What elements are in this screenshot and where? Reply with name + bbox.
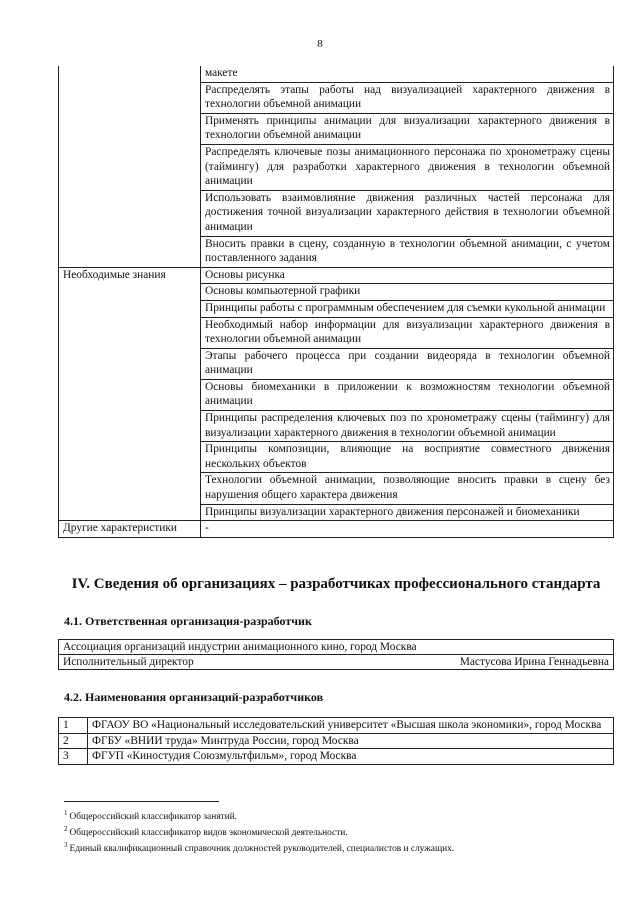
developer-row xyxy=(59,733,614,749)
footnote xyxy=(64,839,604,855)
footnote xyxy=(64,823,604,839)
section-title: IV. Сведения об организациях – разработчиках профессионального стандарта xyxy=(71,576,601,592)
knowledge-group-item: Принципы визуализации характерного движения персонажей и биомеханики xyxy=(201,504,614,521)
knowledge-group-label-cont xyxy=(59,442,201,473)
developer-name: ФГУП «Киностудия Союзмультфильм», город Москва xyxy=(88,749,614,765)
knowledge-group-row xyxy=(59,284,614,301)
skills-group-row xyxy=(59,190,614,236)
other-characteristics-label: Другие характеристики xyxy=(59,521,201,538)
knowledge-group-item: Основы рисунка xyxy=(201,267,614,284)
knowledge-group-row xyxy=(59,317,614,348)
developer-number: 1 xyxy=(59,718,88,734)
knowledge-group-row xyxy=(59,300,614,317)
skills-group-row xyxy=(59,144,614,190)
developers-heading: 4.2. Наименования организаций-разработчиков xyxy=(64,690,324,704)
page-number: 8 xyxy=(317,38,323,50)
knowledge-group-row xyxy=(59,411,614,442)
knowledge-group-label-cont xyxy=(59,504,201,521)
knowledge-group-label-cont xyxy=(59,379,201,410)
knowledge-group-row xyxy=(59,473,614,504)
skills-group-item: Распределять этапы работы над визуализацией характерного движения в технологии объемной анимации xyxy=(201,82,614,113)
developers-table xyxy=(58,717,614,765)
skills-group-label-cont xyxy=(59,190,201,236)
knowledge-group-label: Необходимые знания xyxy=(59,267,201,284)
knowledge-group-label-cont xyxy=(59,317,201,348)
skills-group-item: Вносить правки в сцену, созданную в технологии объемной анимации, с учетом поставленного задания xyxy=(201,236,614,267)
knowledge-group-item: Принципы работы с программным обеспечением для съемки кукольной анимации xyxy=(201,300,614,317)
footnotes xyxy=(64,807,604,855)
skills-group-row xyxy=(59,236,614,267)
footnote-divider xyxy=(64,801,219,802)
footnote-mark: 3 xyxy=(64,841,68,850)
knowledge-group-label-cont xyxy=(59,473,201,504)
skills-group-label xyxy=(59,66,201,82)
knowledge-group-row xyxy=(59,348,614,379)
knowledge-group-row xyxy=(59,267,614,284)
skills-group-row xyxy=(59,82,614,113)
developer-row xyxy=(59,718,614,734)
responsible-position: Исполнительный директор xyxy=(59,655,319,670)
developer-name: ФГАОУ ВО «Национальный исследовательский университет «Высшая школа экономики», город Москва xyxy=(88,718,614,734)
developer-row xyxy=(59,749,614,765)
knowledge-group-label-cont xyxy=(59,411,201,442)
responsible-person: Мастусова Ирина Геннадьевна xyxy=(319,655,614,670)
skills-group-label-cont xyxy=(59,236,201,267)
developer-name: ФГБУ «ВНИИ труда» Минтруда России, город Москва xyxy=(88,733,614,749)
footnote-text: Общероссийский классификатор занятий. xyxy=(69,812,237,823)
knowledge-group-row xyxy=(59,442,614,473)
knowledge-group-label-cont xyxy=(59,300,201,317)
knowledge-group-item: Принципы композиции, влияющие на восприятие совместного движения нескольких объектов xyxy=(201,442,614,473)
skills-group-label-cont xyxy=(59,82,201,113)
skills-group-label-cont xyxy=(59,113,201,144)
knowledge-group-item: Необходимый набор информации для визуализации характерного движения в технологии объемной анимации xyxy=(201,317,614,348)
skills-group-item: макете xyxy=(201,66,614,82)
skills-group-item: Использовать взаимовлияние движения различных частей персонажа для достижения точной визуализации характерного действия в технологии объемной анимации xyxy=(201,190,614,236)
developer-number: 3 xyxy=(59,749,88,765)
knowledge-group-label-cont xyxy=(59,284,201,301)
responsible-org-name: Ассоциация организаций индустрии анимационного кино, город Москва xyxy=(59,640,614,655)
skills-table xyxy=(58,66,614,538)
responsible-org-table xyxy=(58,639,614,670)
skills-group-item: Применять принципы анимации для визуализации характерного движения в технологии объемной анимации xyxy=(201,113,614,144)
footnote-mark: 2 xyxy=(64,825,68,834)
knowledge-group-row xyxy=(59,379,614,410)
footnote-text: Общероссийский классификатор видов экономической деятельности. xyxy=(69,828,348,839)
skills-group-label-cont xyxy=(59,144,201,190)
skills-group-row xyxy=(59,66,614,82)
developer-number: 2 xyxy=(59,733,88,749)
knowledge-group-item: Этапы рабочего процесса при создании видеоряда в технологии объемной анимации xyxy=(201,348,614,379)
knowledge-group-item: Основы биомеханики в приложении к возможностям технологии объемной анимации xyxy=(201,379,614,410)
other-characteristics-value: - xyxy=(201,521,614,538)
knowledge-group-item: Принципы распределения ключевых поз по хронометражу сцены (таймингу) для визуализации характерного движения в технологии объемной анимации xyxy=(201,411,614,442)
knowledge-group-label-cont xyxy=(59,348,201,379)
responsible-heading: 4.1. Ответственная организация-разработчик xyxy=(64,614,312,628)
footnote-text: Единый квалификационный справочник должностей руководителей, специалистов и служащих. xyxy=(69,844,455,855)
knowledge-group-item: Технологии объемной анимации, позволяющие вносить правки в сцену без нарушения общего характера движения xyxy=(201,473,614,504)
knowledge-group-row xyxy=(59,504,614,521)
skills-group-row xyxy=(59,113,614,144)
skills-group-item: Распределять ключевые позы анимационного персонажа по хронометражу сцены (таймингу) для разработки характерного движения в технологии объемной анимации xyxy=(201,144,614,190)
other-characteristics-row xyxy=(59,521,614,538)
footnote-mark: 1 xyxy=(64,809,68,817)
footnote xyxy=(64,807,604,823)
knowledge-group-item: Основы компьютерной графики xyxy=(201,284,614,301)
